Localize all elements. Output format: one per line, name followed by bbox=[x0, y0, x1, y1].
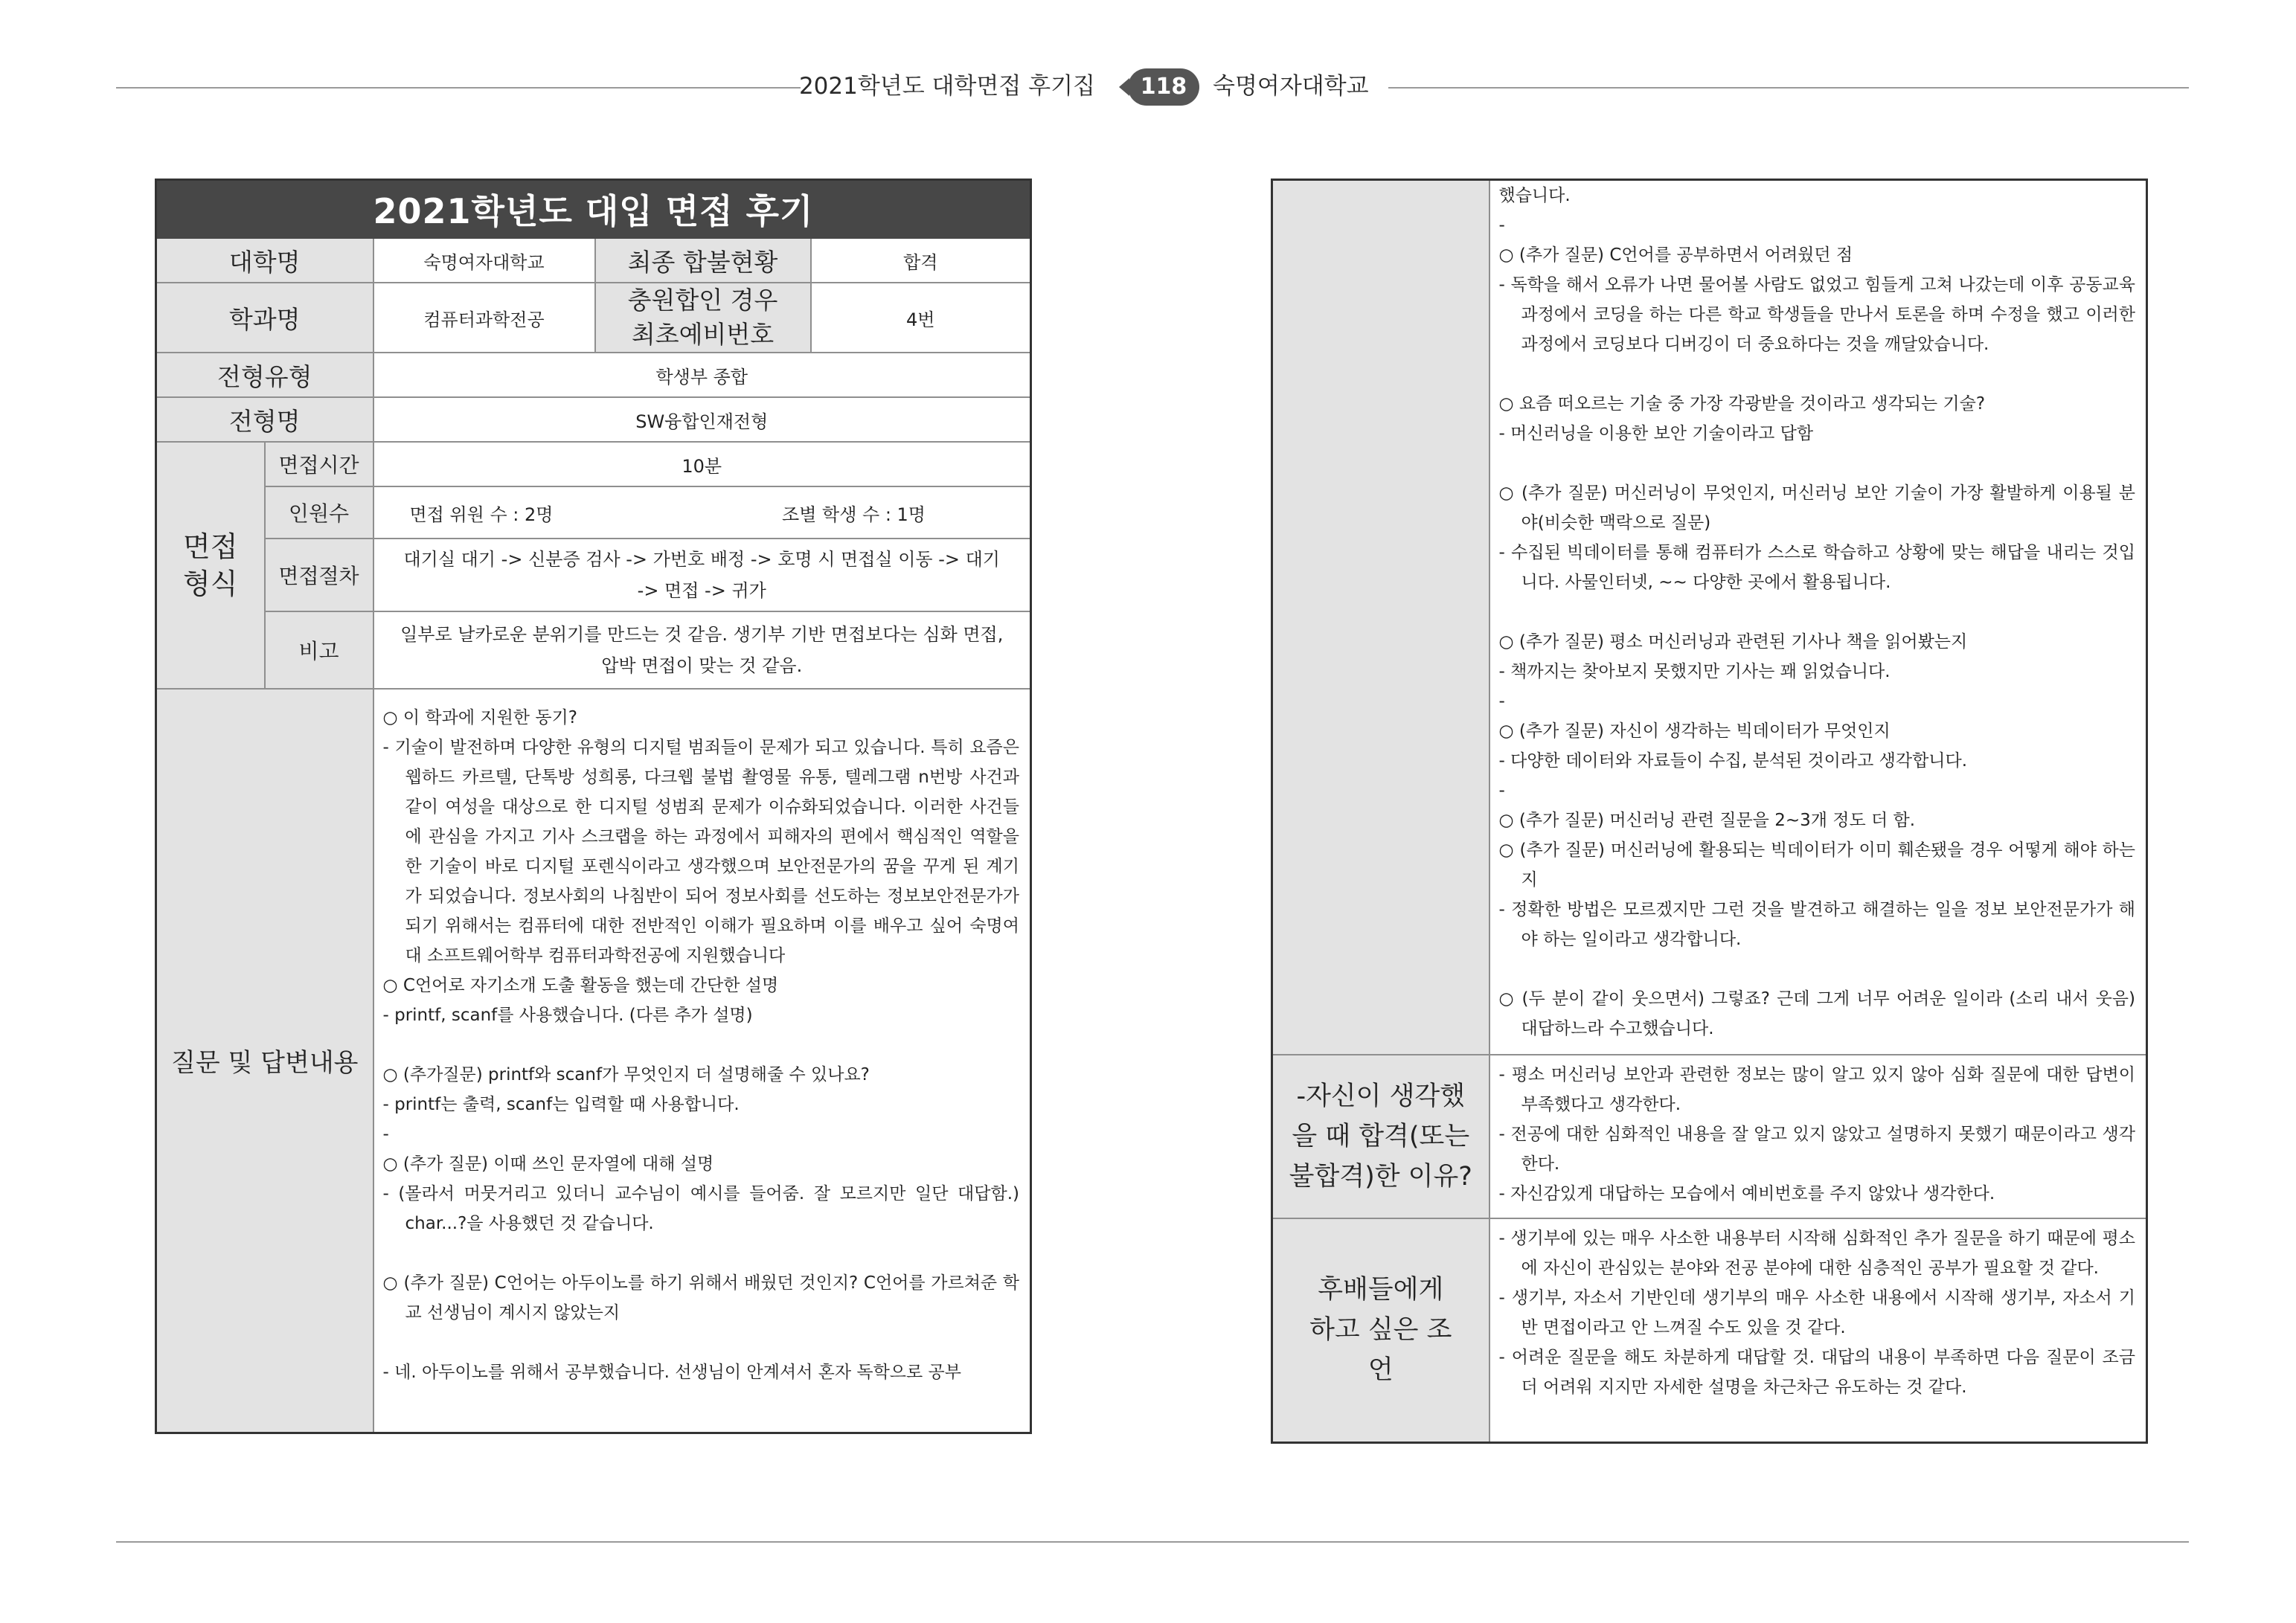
advice-line: - 생기부, 자소서 기반인데 생기부의 매우 사소한 내용에서 시작해 생기부, 자소서 기반 면접이라고 안 느껴질 수도 있을 것 같다. bbox=[1498, 1288, 2135, 1337]
track-label: 전형명 bbox=[156, 397, 373, 442]
time-value: 10분 bbox=[373, 442, 1031, 486]
qa-left-line: - printf, scanf를 사용했습니다. (다른 추가 설명) bbox=[382, 1006, 753, 1025]
procedure-value bbox=[373, 539, 1031, 611]
qa-left-line: ○ (추가 질문) 이때 쓰인 문자열에 대해 설명 bbox=[382, 1154, 714, 1174]
note-line-1: 일부로 날카로운 분위기를 만드는 것 같음. 생기부 기반 면접보다는 심화 면접, bbox=[400, 624, 1004, 645]
people-value bbox=[373, 486, 1031, 539]
advice-line: - 어려운 질문을 해도 차분하게 대답할 것. 대답의 내용이 부족하면 다음 질문이 조금 더 어려워 지지만 자세한 설명을 차근차근 유도하는 것 같다. bbox=[1498, 1347, 2135, 1397]
student-count: 조별 학생 수 : 1명 bbox=[782, 504, 926, 525]
result-value: 합격 bbox=[811, 238, 1031, 283]
qa-right-line: ○ (추가 질문) 자신이 생각하는 빅데이터가 무엇인지 bbox=[1498, 721, 1891, 741]
interview-info-table bbox=[155, 179, 1032, 1434]
qa-left-line: - bbox=[382, 1125, 389, 1144]
qa-left-line: ○ C언어로 자기소개 도출 활동을 했는데 간단한 설명 bbox=[382, 976, 779, 995]
reason-label: -자신이 생각했을 때 합격(또는 불합격)한 이유? bbox=[1272, 1055, 1489, 1218]
qa-left-line: - 네. 아두이노를 위해서 공부했습니다. 선생님이 안계셔서 혼자 독학으로 공부 bbox=[382, 1363, 961, 1382]
qa-right-line: 했습니다. bbox=[1498, 186, 1571, 205]
header-university: 숙명여자대학교 bbox=[1213, 73, 1369, 100]
qa-left-line: - printf는 출력, scanf는 입력할 때 사용합니다. bbox=[382, 1095, 740, 1114]
admission-type-value: 학생부 종합 bbox=[373, 353, 1031, 397]
track-value: SW융합인재전형 bbox=[373, 397, 1031, 442]
qa-left-spacer bbox=[383, 1238, 1020, 1268]
header-book-title: 2021학년도 대학면접 후기집 bbox=[798, 73, 1095, 100]
qa-right-line: - 다양한 데이터와 자료들이 수집, 분석된 것이라고 생각합니다. bbox=[1498, 751, 1968, 771]
qa-left-spacer bbox=[383, 1030, 1020, 1060]
note-line-2: 압박 면접이 맞는 것 같음. bbox=[601, 655, 803, 676]
qa-left-line: ○ (추가질문) printf와 scanf가 무엇인지 더 설명해줄 수 있나요? bbox=[382, 1065, 870, 1084]
qa-right-line: - bbox=[1498, 781, 1505, 800]
waitlist-label-line-2: 최초예비번호 bbox=[631, 320, 775, 349]
reason-line: - 평소 머신러닝 보안과 관련한 정보는 많이 알고 있지 않아 심화 질문에 대한 답변이 부족했다고 생각한다. bbox=[1498, 1064, 2135, 1114]
qa-right-line: ○ (두 분이 같이 웃으면서) 그렇죠? 근데 그게 너무 어려운 일이라 (소리 내서 웃음) 대답하느라 수고했습니다. bbox=[1498, 989, 2135, 1038]
format-group-label-line-1: 면접 bbox=[183, 530, 238, 563]
qa-right-line: - 수집된 빅데이터를 통해 컴퓨터가 스스로 학습하고 상황에 맞는 해답을 내리는 것입니다. 사물인터넷, ~~ 다양한 곳에서 활용됩니다. bbox=[1498, 543, 2135, 592]
qa-right-line: - bbox=[1498, 216, 1505, 235]
qa-left-line: ○ (추가 질문) C언어는 아두이노를 하기 위해서 배웠던 것인지? C언어를 가르쳐준 학교 선생님이 계시지 않았는지 bbox=[382, 1273, 1019, 1322]
advice-line: - 생기부에 있는 매우 사소한 내용부터 시작해 심화적인 추가 질문을 하기 때문에 평소에 자신이 관심있는 분야와 전공 분야에 대한 심층적인 공부가 필요할 것 같다. bbox=[1498, 1228, 2135, 1278]
reason-line: - 전공에 대한 심화적인 내용을 잘 알고 있지 않았고 설명하지 못했기 때문이라고 생각한다. bbox=[1498, 1124, 2135, 1174]
header-rule-right bbox=[1388, 87, 2189, 89]
advice-label: 후배들에게 하고 싶은 조언 bbox=[1272, 1218, 1489, 1443]
qa-right-spacer bbox=[1499, 449, 2136, 478]
result-label: 최종 합불현황 bbox=[595, 238, 811, 283]
qa-right-line: ○ (추가 질문) C언어를 공부하면서 어려웠던 점 bbox=[1498, 245, 1853, 265]
major-label: 학과명 bbox=[156, 283, 373, 353]
advice-content bbox=[1489, 1218, 2147, 1443]
qa-left-line: - 기술이 발전하며 다양한 유형의 디지털 범죄들이 문제가 되고 있습니다. 특히 요즘은 웹하드 카르텔, 단톡방 성희롱, 다크웹 불법 촬영물 유통, 텔레그램 n번방 사건과 같이 여성을 대상으로 한 디지털 성범죄 문제가 이슈화되었습니다. 이러한 사건들에 관심을 가지고 기사 스크랩을 하는 과정에서 피해자의 편에서 핵심적인 역할을 한 기술이 바로 디지털 포렌식이라고 생각했으며 보안전문가의 꿈을 꾸게 된 계기가 되었습니다. 정보사회의 나침반이 되어 정보사회를 선도하는 정보보안전문가가 되기 위해서는 컴퓨터에 대한 전반적인 이해가 필요하며 이를 배우고 싶어 숙명여대 소프트웨어학부 컴퓨터과학전공에 지원했습니다 bbox=[382, 738, 1019, 965]
qa-left-line: - (몰라서 머뭇거리고 있더니 교수님이 예시를 들어줌. 잘 모르지만 일단 대답함.) char...?을 사용했던 것 같습니다. bbox=[382, 1184, 1019, 1233]
format-group-label bbox=[156, 442, 265, 689]
waitlist-number: 4번 bbox=[811, 283, 1031, 353]
procedure-line-1: 대기실 대기 -> 신분증 검사 -> 가번호 배정 -> 호명 시 면접실 이동 -> 대기 bbox=[403, 549, 1000, 570]
admission-type-label: 전형유형 bbox=[156, 353, 373, 397]
people-label: 인원수 bbox=[265, 486, 373, 539]
note-label: 비고 bbox=[265, 611, 373, 689]
university-label: 대학명 bbox=[156, 238, 373, 283]
qa-right-spacer bbox=[1499, 954, 2136, 984]
qa-right-spacer bbox=[1499, 597, 2136, 627]
format-group-label-line-2: 형식 bbox=[183, 568, 238, 600]
interviewer-count: 면접 위원 수 : 2명 bbox=[409, 504, 554, 525]
qa-right-line: ○ 요즘 떠오르는 기술 중 가장 각광받을 것이라고 생각되는 기술? bbox=[1498, 394, 1986, 414]
qa-right-line: ○ (추가 질문) 머신러닝이 무엇인지, 머신러닝 보안 기술이 가장 활발하게 이용될 분야(비슷한 맥락으로 질문) bbox=[1498, 483, 2135, 533]
page-number-badge: 118 bbox=[1128, 68, 1199, 106]
qa-content-left bbox=[373, 689, 1031, 1433]
qa-right-spacer bbox=[1499, 359, 2136, 389]
waitlist-label bbox=[595, 283, 811, 353]
footer-rule bbox=[116, 1541, 2189, 1543]
qa-right-line: ○ (추가 질문) 머신러닝 관련 질문을 2~3개 정도 더 함. bbox=[1498, 811, 1916, 830]
qa-content-right bbox=[1489, 180, 2147, 1055]
header-rule-left bbox=[116, 87, 801, 89]
university-value: 숙명여자대학교 bbox=[373, 238, 595, 283]
reason-line: - 자신감있게 대답하는 모습에서 예비번호를 주지 않았나 생각한다. bbox=[1498, 1183, 1995, 1203]
procedure-line-2: -> 면접 -> 귀가 bbox=[637, 580, 766, 601]
reason-content bbox=[1489, 1055, 2147, 1218]
table-title: 2021학년도 대입 면접 후기 bbox=[156, 180, 1031, 239]
major-value: 컴퓨터과학전공 bbox=[373, 283, 595, 353]
interview-qa-continued-table bbox=[1271, 179, 2148, 1444]
qa-right-line: - 정확한 방법은 모르겠지만 그런 것을 발견하고 해결하는 일을 정보 보안전문가가 해야 하는 일이라고 생각합니다. bbox=[1498, 900, 2135, 949]
people-pair bbox=[374, 500, 1030, 526]
qa-right-line: - 책까지는 찾아보지 못했지만 기사는 꽤 읽었습니다. bbox=[1498, 662, 1891, 681]
qa-right-line: ○ (추가 질문) 평소 머신러닝과 관련된 기사나 책을 읽어봤는지 bbox=[1498, 632, 1968, 652]
waitlist-label-line-1: 충원합인 경우 bbox=[627, 286, 778, 315]
qa-right-line: - 독학을 해서 오류가 나면 물어볼 사람도 없었고 힘들게 고쳐 나갔는데 이후 공동교육과정에서 코딩을 하는 다른 학교 학생들을 만나서 토론을 하며 수정을 했고 이러한 과정에서 코딩보다 디버깅이 더 중요하다는 것을 깨달았습니다. bbox=[1498, 275, 2135, 354]
qa-right-line: ○ (추가 질문) 머신러닝에 활용되는 빅데이터가 이미 훼손됐을 경우 어떻게 해야 하는지 bbox=[1498, 841, 2135, 890]
qa-label-continued bbox=[1272, 180, 1489, 1055]
note-value bbox=[373, 611, 1031, 689]
qa-right-line: - bbox=[1498, 692, 1505, 711]
qa-left-line: ○ 이 학과에 지원한 동기? bbox=[382, 708, 577, 727]
qa-left-spacer bbox=[383, 1328, 1020, 1357]
time-label: 면접시간 bbox=[265, 442, 373, 486]
qa-right-line: - 머신러닝을 이용한 보안 기술이라고 답함 bbox=[1498, 424, 1814, 443]
qa-label: 질문 및 답변내용 bbox=[156, 689, 373, 1433]
procedure-label: 면접절차 bbox=[265, 539, 373, 611]
